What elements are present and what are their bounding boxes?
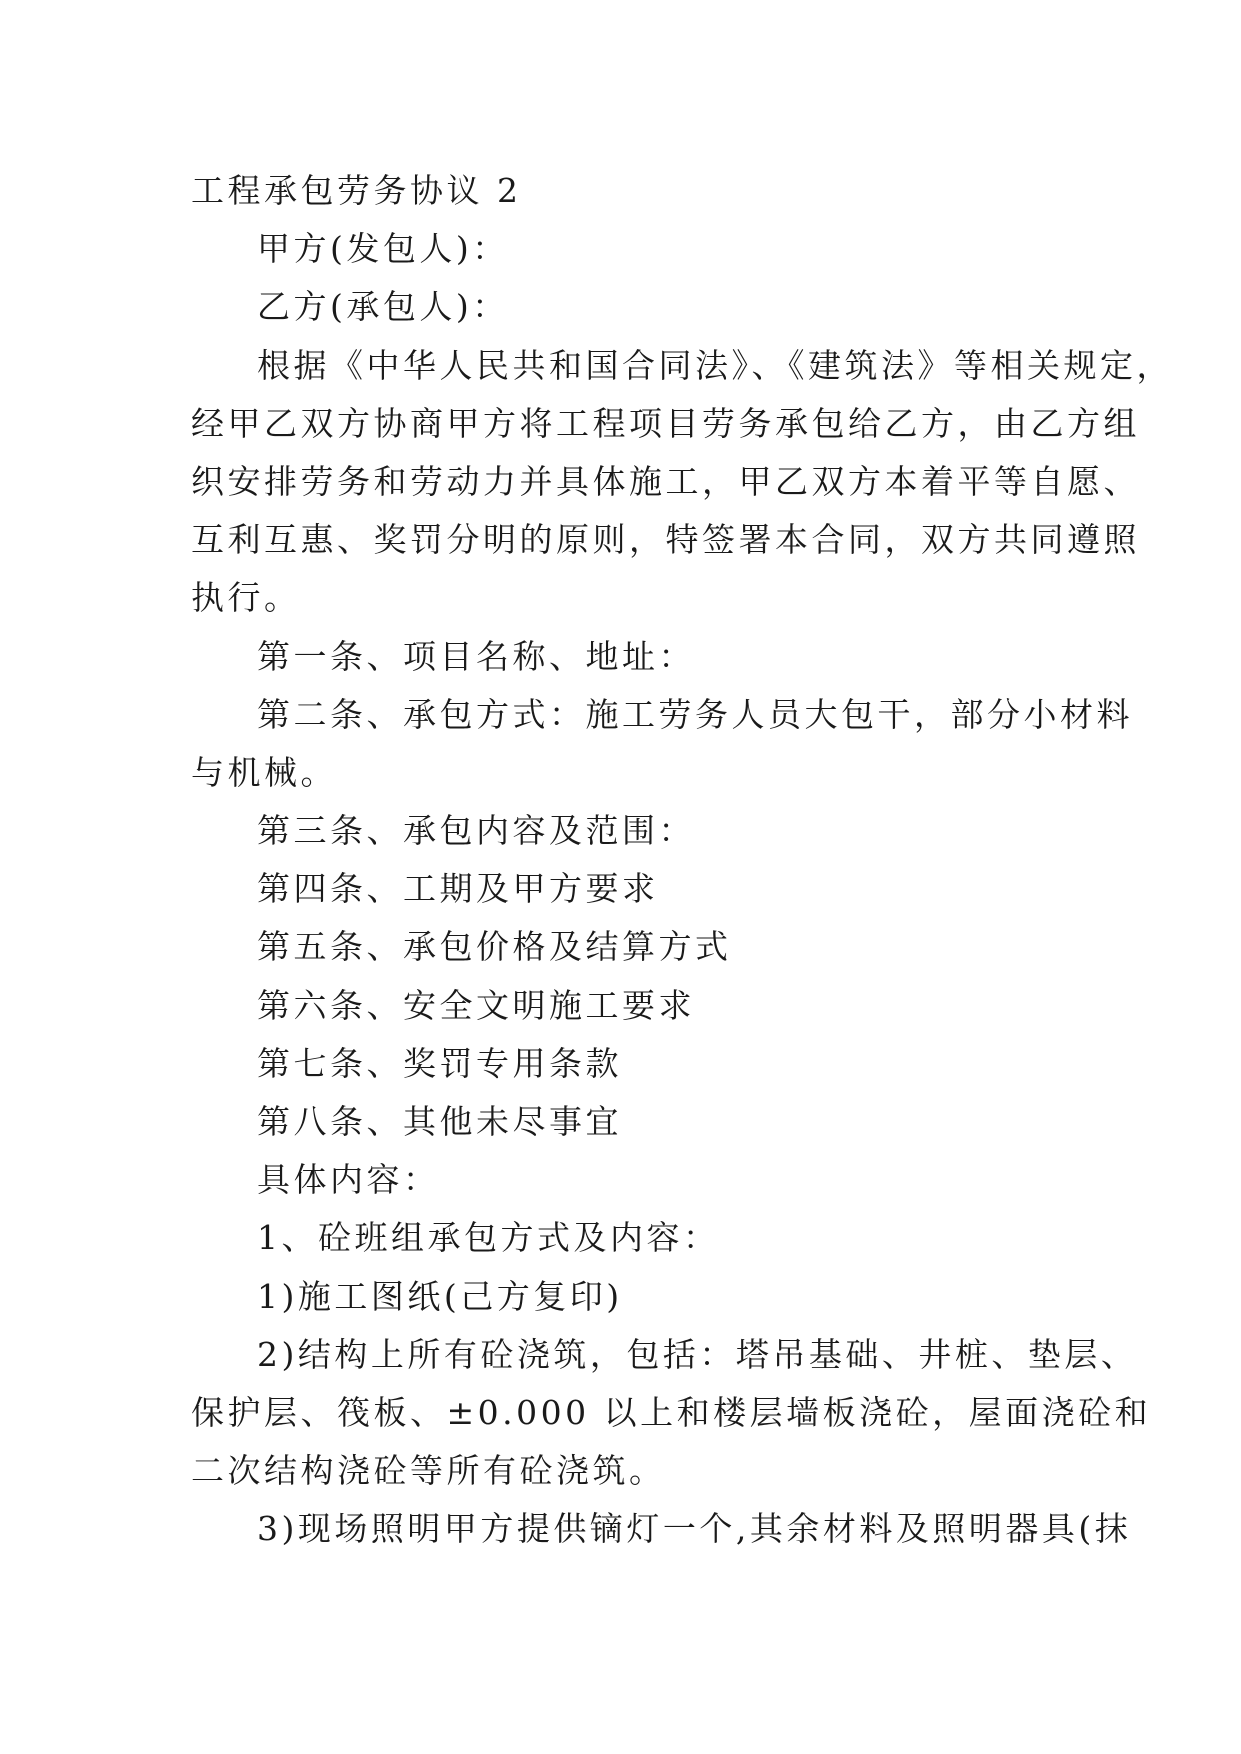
paragraph-line: 第二条、承包方式：施工劳务人员大包干，部分小材料 — [257, 694, 1133, 734]
paragraph-line: 第三条、承包内容及范围： — [257, 811, 695, 851]
paragraph-line: 根据《中华人民共和国合同法》、《建筑法》等相关规定， — [257, 345, 1173, 385]
paragraph-line: 二次结构浇砼等所有砼浇筑。 — [191, 1451, 666, 1491]
paragraph-line: 与机械。 — [191, 752, 337, 792]
paragraph-line: 第八条、其他未尽事宜 — [257, 1102, 622, 1141]
document-body — [191, 162, 1173, 1559]
paragraph-line: 第一条、项目名称、地址： — [257, 636, 695, 676]
paragraph-line: 互利互惠、奖罚分明的原则，特签署本合同，双方共同遵照 — [191, 520, 1140, 560]
paragraph-line: 织安排劳务和劳动力并具体施工，甲乙双方本着平等自愿、 — [191, 461, 1140, 501]
paragraph-line: 第五条、承包价格及结算方式 — [257, 927, 732, 967]
paragraph-line: 具体内容： — [257, 1160, 440, 1200]
paragraph-line: 第七条、奖罚专用条款 — [257, 1043, 622, 1083]
paragraph-line: 保护层、筏板、±0.000 以上和楼层墙板浇砼，屋面浇砼和 — [191, 1392, 1152, 1432]
paragraph-line: 3)现场照明甲方提供镝灯一个,其余材料及照明器具(抹 — [257, 1509, 1132, 1549]
paragraph-line: 第六条、安全文明施工要求 — [257, 985, 695, 1025]
paragraph-line: 经甲乙双方协商甲方将工程项目劳务承包给乙方，由乙方组 — [191, 403, 1140, 443]
document-title: 工程承包劳务协议 2 — [191, 171, 522, 210]
paragraph-line: 2)结构上所有砼浇筑，包括：塔吊基础、井桩、垫层、 — [257, 1334, 1138, 1374]
paragraph-line: 1)施工图纸(己方复印) — [257, 1276, 623, 1316]
paragraph-line: 第四条、工期及甲方要求 — [257, 869, 659, 909]
paragraph-line: 甲方(发包人)： — [257, 229, 509, 269]
paragraph-line: 执行。 — [191, 578, 301, 618]
paragraph-line: 1、砼班组承包方式及内容： — [257, 1218, 720, 1258]
paragraph-line: 乙方(承包人)： — [257, 287, 509, 327]
